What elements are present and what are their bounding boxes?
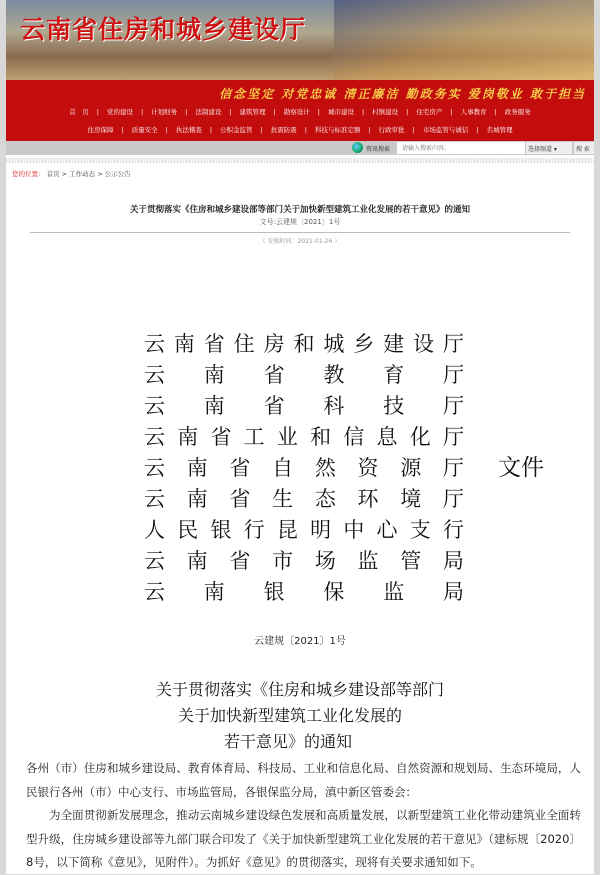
header-banner [6, 0, 594, 80]
nav-separator: | [317, 108, 320, 116]
site-title[interactable]: 云南省住房和城乡建设厅 [20, 15, 307, 44]
agency-char: 南 [203, 363, 225, 387]
publish-time: （ 发稿时间：2021-01-26 ） [259, 238, 341, 245]
agency-char: 厅 [442, 487, 464, 511]
slogan: 信念坚定 对党忠诚 清正廉洁 勤政务实 爱岗敬业 敢于担当 [219, 87, 586, 101]
agency-char: 管 [400, 549, 422, 573]
nav-item[interactable]: 法制建设 [195, 108, 222, 116]
nav-separator: | [368, 126, 371, 134]
paragraph: 为全面贯彻新发展理念，推动云南城乡建设绿色发展和高质量发展，以新型建筑工业化带动建筑业全面转型升级，住房城乡建设部等九部门联合印发了《关于加快新型建筑工业化发展的若干意见》（建标规〔2020〕8号，以下简称《意见》，见附件）。为抓好《意见》的贯彻落实，现将有关要求通知如下。 [26, 808, 581, 869]
agency-char: 南 [186, 456, 208, 480]
nav-item[interactable]: 科技与标准定额 [314, 126, 361, 134]
agency-char: 乡 [353, 332, 375, 356]
nav-band [6, 80, 594, 141]
nav-item[interactable]: 政务服务 [504, 108, 531, 116]
nav-separator: | [96, 108, 99, 116]
page [6, 0, 594, 874]
agency-char: 云 [144, 580, 165, 604]
agency-char: 然 [314, 456, 336, 480]
document-number: 云建规〔2021〕1号 [254, 636, 346, 647]
agency-char: 市 [272, 549, 294, 573]
agency-char: 中 [343, 518, 365, 542]
title-line: 若干意见》的通知 [223, 732, 352, 751]
agency-char: 明 [310, 518, 332, 542]
agency-char: 厅 [442, 332, 464, 356]
nav-separator: | [450, 108, 453, 116]
agency-name [144, 390, 464, 421]
agency-char: 自 [272, 456, 294, 480]
nav-separator: | [304, 126, 307, 134]
nav-item[interactable]: 党的建设 [106, 108, 133, 116]
nav-item[interactable]: 行政审批 [378, 126, 405, 134]
nav-item[interactable]: 抗震防震 [270, 126, 297, 134]
agency-name [144, 483, 464, 514]
agency-char: 城 [323, 332, 345, 356]
globe-icon [352, 142, 363, 153]
agency-char: 支 [409, 518, 431, 542]
agency-char: 设 [413, 332, 435, 356]
agency-char: 省 [229, 549, 251, 573]
agency-char: 业 [276, 425, 298, 449]
nav-separator: | [260, 126, 263, 134]
nav-item[interactable]: 建筑管理 [239, 108, 266, 116]
agency-char: 息 [376, 425, 398, 449]
agency-char: 科 [323, 394, 345, 418]
nav-item[interactable]: 计划财务 [151, 108, 178, 116]
breadcrumb-path[interactable]: 首页 > 工作动态 > 公示公告 [46, 170, 131, 178]
agency-char: 南 [177, 425, 199, 449]
breadcrumb-label: 您的位置： [12, 170, 45, 178]
agency-char: 云 [144, 487, 165, 511]
agency-char: 化 [409, 425, 431, 449]
agency-char: 行 [243, 518, 265, 542]
nav-separator: | [406, 108, 409, 116]
nav-separator: | [494, 108, 497, 116]
agency-char: 房 [263, 332, 285, 356]
agency-char: 局 [442, 580, 464, 604]
nav-row-2 [6, 125, 594, 134]
agency-char: 省 [210, 425, 232, 449]
agency-char: 南 [186, 487, 208, 511]
agency-char: 厅 [442, 363, 464, 387]
agency-char: 云 [144, 332, 165, 356]
agency-char: 信 [343, 425, 365, 449]
agency-char: 厅 [442, 425, 464, 449]
nav-separator: | [361, 108, 365, 116]
agency-char: 银 [210, 518, 232, 542]
agency-name [144, 359, 464, 390]
agency-char: 监 [383, 580, 405, 604]
search-bar [6, 141, 594, 155]
article-doc-number: 文号:云建规〔2021〕1号 [259, 218, 341, 226]
agency-char: 南 [173, 332, 195, 356]
divider [30, 232, 570, 233]
search-input[interactable] [397, 142, 525, 154]
nav-separator: | [476, 126, 479, 134]
agency-char: 境 [400, 487, 422, 511]
issuing-agencies [144, 328, 464, 607]
agency-char: 云 [144, 394, 165, 418]
agency-char: 南 [203, 394, 225, 418]
agency-char: 省 [263, 363, 285, 387]
agency-char: 生 [272, 487, 294, 511]
agency-name [144, 328, 464, 359]
agency-char: 厅 [442, 456, 464, 480]
agency-name [144, 452, 464, 483]
nav-separator: | [185, 108, 188, 116]
agency-name [144, 576, 464, 607]
nav-separator: | [209, 126, 213, 134]
agency-char: 局 [442, 549, 464, 573]
document-title [6, 677, 594, 755]
nav-row-1 [6, 107, 594, 116]
agency-char: 资 [357, 456, 379, 480]
agency-char: 银 [263, 580, 285, 604]
agency-char: 源 [400, 456, 422, 480]
agency-char: 南 [203, 580, 225, 604]
agency-name [144, 421, 464, 452]
agency-char: 昆 [276, 518, 298, 542]
nav-item[interactable]: 住房保障 [87, 126, 114, 134]
agency-char: 和 [310, 425, 332, 449]
agency-char: 住 [233, 332, 255, 356]
file-word: 文件 [498, 455, 544, 481]
agency-char: 育 [383, 363, 405, 387]
agency-char: 和 [293, 332, 315, 356]
agency-char: 云 [144, 363, 165, 387]
nav-separator: | [140, 108, 144, 116]
nav-item[interactable]: 人事教育 [460, 108, 487, 116]
search-label: 资讯搜索 [366, 146, 391, 153]
article-title: 关于贯彻落实《住房和城乡建设部等部门关于加快新型建筑工业化发展的若干意见》的通知 [129, 205, 470, 215]
search-button[interactable]: 搜 索 [574, 142, 594, 154]
nav-separator: | [165, 126, 168, 134]
agency-char: 省 [229, 456, 251, 480]
nav-item[interactable]: 市场监管与诚信 [422, 126, 469, 134]
agency-char: 监 [357, 549, 379, 573]
agency-char: 云 [144, 425, 165, 449]
agency-char: 云 [144, 456, 165, 480]
agency-char: 技 [383, 394, 405, 418]
agency-char: 南 [186, 549, 208, 573]
agency-char: 保 [323, 580, 345, 604]
nav-item[interactable]: 执法稽查 [175, 126, 202, 134]
agency-char: 民 [177, 518, 199, 542]
agency-char: 态 [314, 487, 336, 511]
agency-name [144, 545, 464, 576]
agency-char: 工 [243, 425, 265, 449]
agency-char: 省 [263, 394, 285, 418]
document-body [26, 757, 581, 875]
nav-separator: | [273, 108, 276, 116]
nav-separator: | [121, 126, 124, 134]
agency-name [144, 514, 464, 545]
nav-item[interactable]: 首 页 [69, 108, 89, 116]
channel-select[interactable]: 选择频道 ▾ [526, 142, 572, 154]
agency-char: 云 [144, 549, 165, 573]
agency-char: 教 [323, 363, 345, 387]
nav-separator: | [229, 108, 232, 116]
agency-char: 省 [203, 332, 225, 356]
agency-char: 场 [314, 549, 336, 573]
nav-item[interactable]: 住宅房产 [416, 108, 443, 116]
nav-item[interactable]: 公积金监管 [220, 126, 253, 134]
nav-item[interactable]: 勘察设计 [283, 108, 310, 116]
title-line: 关于贯彻落实《住房和城乡建设部等部门 [155, 680, 444, 699]
agency-char: 省 [229, 487, 251, 511]
nav-item[interactable]: 名城管理 [486, 126, 513, 134]
recipients: 各州（市）住房和城乡建设局、教育体育局、科技局、工业和信息化局、自然资源和规划局、生态环境局，人民银行各州（市）中心支行、市场监管局，各银保监分局，滇中新区管委会： [26, 761, 581, 799]
divider [6, 158, 594, 163]
nav-item[interactable]: 村镇建设 [372, 108, 399, 116]
agency-char: 厅 [442, 394, 464, 418]
nav-separator: | [412, 126, 415, 134]
nav-item[interactable]: 城市建设 [327, 108, 354, 116]
agency-char: 人 [144, 518, 165, 542]
agency-char: 建 [383, 332, 405, 356]
agency-char: 环 [357, 487, 379, 511]
title-line: 关于加快新型建筑工业化发展的 [177, 706, 402, 725]
agency-char: 心 [376, 518, 398, 542]
nav-item[interactable]: 质量安全 [131, 126, 158, 134]
agency-char: 行 [442, 518, 464, 542]
breadcrumb [12, 169, 131, 178]
